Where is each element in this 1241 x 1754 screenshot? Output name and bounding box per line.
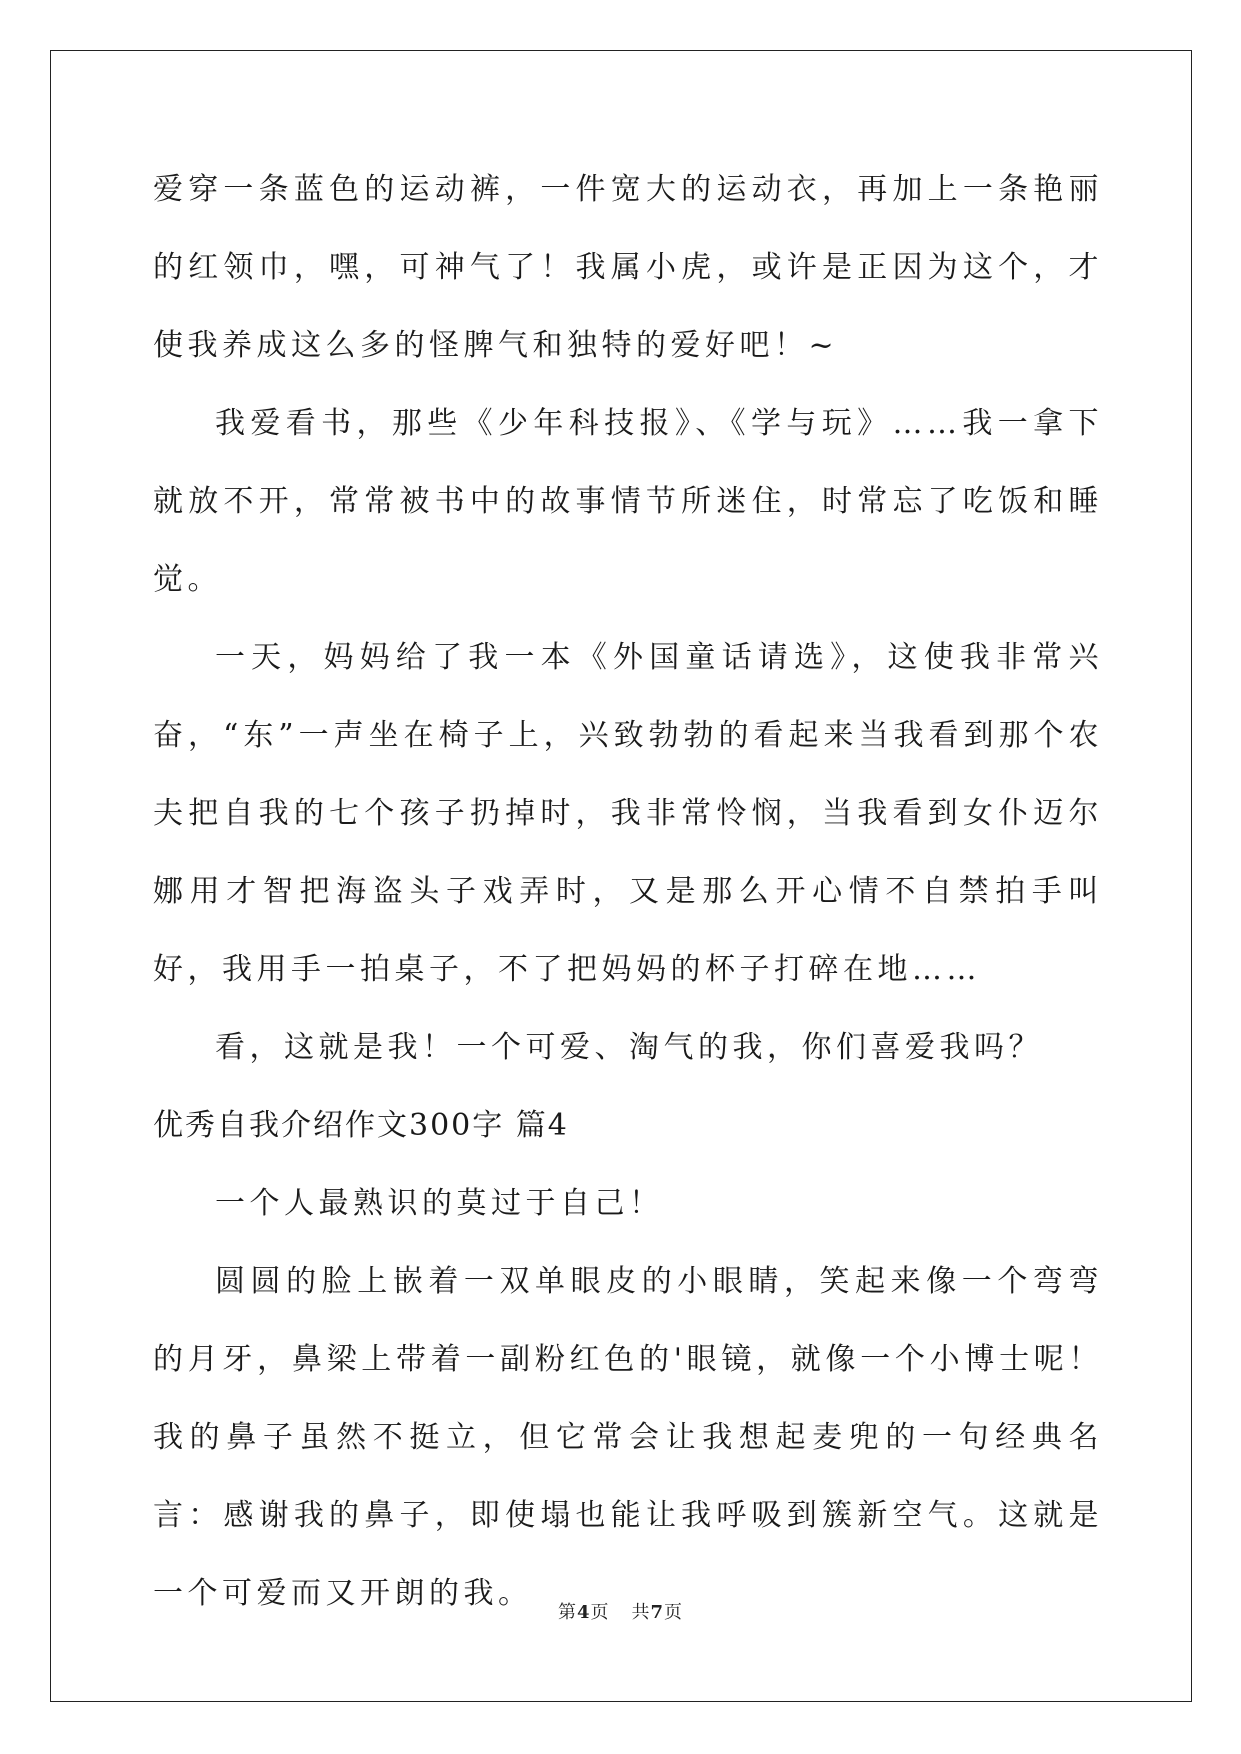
paragraph: 我爱看书，那些《少年科技报》、《学与玩》……我一拿下就放不开，常常被书中的故事情节所迷住，时常忘了吃饭和睡觉。: [153, 406, 1103, 597]
paragraph: 一天，妈妈给了我一本《外国童话请选》，这使我非常兴奋，“东”一声坐在椅子上，兴致勃勃的看起来当我看到那个农夫把自我的七个孩子扔掉时，我非常怜悯，当我看到女仆迈尔娜用才智把海盗头子戏弄时，又是那么开心情不自禁拍手叫好，我用手一拍桌子，不了把妈妈的杯子打碎在地……: [153, 640, 1103, 987]
paragraph: 圆圆的脸上嵌着一双单眼皮的小眼睛，笑起来像一个弯弯的月牙，鼻梁上带着一副粉红色的'眼镜，就像一个小博士呢！我的鼻子虽然不挺立，但它常会让我想起麦兜的一句经典名言：感谢我的鼻子，即使塌也能让我呼吸到簇新空气。这就是一个可爱而又开朗的我。: [153, 1264, 1103, 1611]
document-body: [153, 151, 1103, 1633]
total-suffix: 页: [664, 1602, 684, 1623]
page-suffix: 页: [590, 1602, 610, 1623]
total-pages: 7: [650, 1602, 665, 1623]
page-footer: [0, 1598, 1241, 1624]
paragraph: 爱穿一条蓝色的运动裤，一件宽大的运动衣，再加上一条艳丽的红领巾，嘿，可神气了！我属小虎，或许是正因为这个，才使我养成这么多的怪脾气和独特的爱好吧！~: [153, 172, 1103, 363]
total-prefix: 共: [631, 1602, 651, 1623]
section-heading: 优秀自我介绍作文300字 篇4: [153, 1108, 569, 1143]
paragraph: 看，这就是我！一个可爱、淘气的我，你们喜爱我吗？: [215, 1030, 1043, 1065]
page-number: 4: [576, 1602, 591, 1623]
paragraph: 一个人最熟识的莫过于自己！: [215, 1186, 664, 1221]
page-prefix: 第: [557, 1602, 577, 1623]
